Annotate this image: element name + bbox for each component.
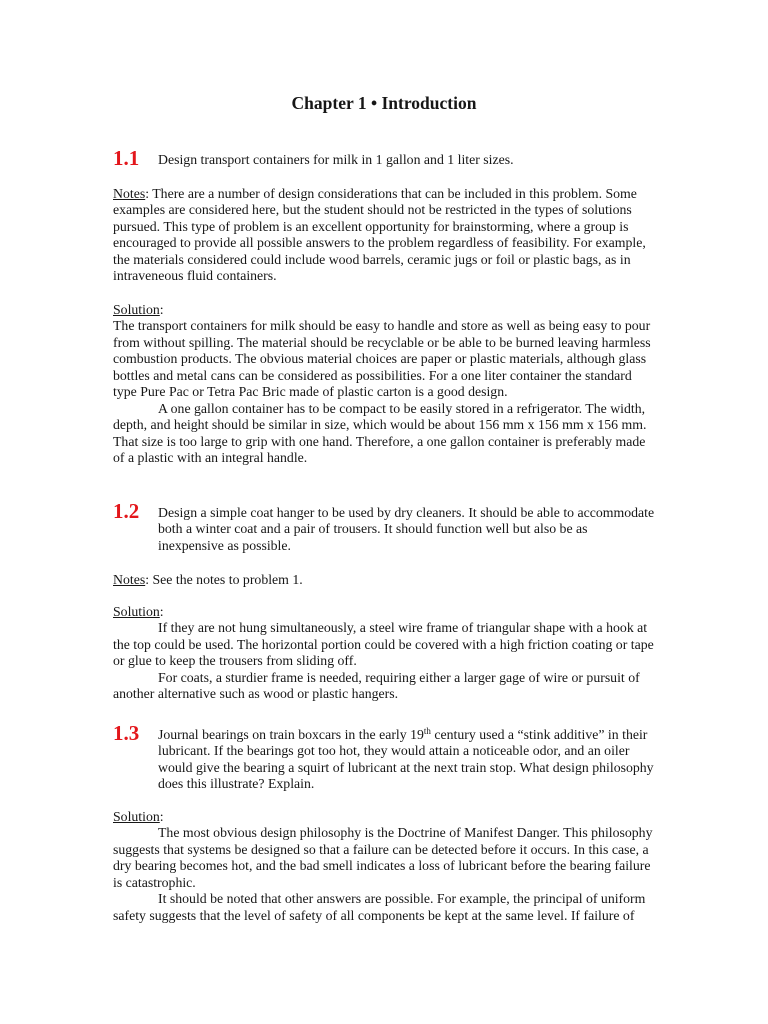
solution-line: the top could be used. The horizontal portion could be covered with a high friction coating or tape (113, 636, 654, 652)
solution-line: suggests that systems be designed so that a failure can be detected before it occurs. In this case, a (113, 841, 649, 857)
solution-line: from without spilling. The material should be recyclable or be able to be burned leaving harmless (113, 334, 651, 350)
solution-line: bottles and metal cans can be considered as possibilities. For a one liter container the standard (113, 367, 632, 383)
solution-line: For coats, a sturdier frame is needed, requiring either a larger gage of wire or pursuit of (158, 669, 640, 685)
problem-number: 1.2 (113, 498, 140, 523)
problem-statement (113, 720, 678, 793)
solution-line: That size is too large to grip with one hand. Therefore, a one gallon container is preferably made (113, 433, 646, 449)
solution-label: Solution (113, 808, 160, 824)
solution-line: The most obvious design philosophy is the Doctrine of Manifest Danger. This philosophy (158, 825, 653, 841)
solution-heading (113, 809, 673, 826)
solution-line: If they are not hung simultaneously, a steel wire frame of triangular shape with a hook at (158, 620, 648, 636)
ordinal-superscript: th (423, 725, 431, 736)
statement-line: Design transport containers for milk in 1 gallon and 1 liter sizes. (158, 151, 514, 167)
notes-line (113, 572, 673, 589)
label-colon: : (145, 571, 150, 587)
notes-label: Notes (113, 571, 146, 587)
notes-line: examples are considered here, but the student should not be restricted in the types of solutions (113, 202, 632, 218)
label-colon: : (159, 808, 164, 824)
problem-statement (113, 498, 678, 555)
problem-number: 1.3 (113, 720, 140, 745)
solution-label: Solution (113, 301, 160, 317)
solution-heading (113, 302, 673, 319)
solution-line: of a plastic with an integral handle. (113, 450, 308, 466)
problem-number: 1.1 (113, 145, 140, 170)
solution-section (113, 604, 673, 703)
page-title: Chapter 1 • Introduction (291, 93, 477, 113)
solution-line: type Pure Pac or Tetra Pac Bric made of plastic carton is a good design. (113, 384, 508, 400)
solution-line: It should be noted that other answers are possible. For example, the principal of uniform (158, 891, 646, 907)
statement-line: inexpensive as possible. (158, 537, 291, 553)
problem-statement (113, 145, 678, 170)
statement-line: does this illustrate? Explain. (158, 776, 315, 792)
notes-section (113, 572, 673, 589)
notes-line: the materials considered could include wood barrels, ceramic jugs or foil or plastic bags, as in (113, 251, 631, 267)
solution-line: dry bearing becomes hot, and the bad smell indicates a loss of lubricant before the bearing failure (113, 858, 651, 874)
statement-text: century used a “stink additive” in their (434, 726, 648, 742)
solution-line: safety suggests that the level of safety of all components be kept at the same level. If failure of (113, 907, 635, 923)
notes-label: Notes (113, 185, 146, 201)
statement-text: Journal bearings on train boxcars in the early 19 (158, 726, 424, 742)
solution-section (113, 809, 673, 925)
statement-line: lubricant. If the bearings got too hot, they would attain a noticeable odor, and an oiler (158, 743, 630, 759)
solution-line: or glue to keep the trousers from sliding off. (113, 653, 357, 669)
solution-line: is catastrophic. (113, 874, 196, 890)
solution-line: depth, and height should be similar in size, which would be about 156 mm x 156 mm x 156 mm. (113, 417, 647, 433)
statement-line: Design a simple coat hanger to be used by dry cleaners. It should be able to accommodate (158, 504, 655, 520)
label-colon: : (159, 603, 164, 619)
notes-text: See the notes to problem 1. (152, 571, 303, 587)
notes-line: intraveneous fluid containers. (113, 268, 277, 284)
notes-line (113, 186, 673, 203)
solution-line: A one gallon container has to be compact to be easily stored in a refrigerator. The width, (158, 400, 646, 416)
statement-line (158, 727, 678, 744)
solution-heading (113, 604, 673, 621)
statement-line: would give the bearing a squirt of lubricant at the next train stop. What design philosophy (158, 759, 654, 775)
solution-line: combustion products. The obvious material choices are paper or plastic materials, although glass (113, 351, 647, 367)
label-colon: : (145, 185, 150, 201)
notes-line: encouraged to provide all possible answers to the problem regardless of feasibility. For example, (113, 235, 646, 251)
solution-label: Solution (113, 603, 160, 619)
notes-line: pursued. This type of problem is an excellent opportunity for brainstorming, where a group is (113, 218, 629, 234)
label-colon: : (159, 301, 164, 317)
statement-line: both a winter coat and a pair of trousers. It should function well but also be as (158, 521, 588, 537)
notes-text: There are a number of design considerations that can be included in this problem. Some (152, 185, 637, 201)
notes-section (113, 186, 673, 285)
solution-line: another alternative such as wood or plastic hangers. (113, 686, 399, 702)
solution-section (113, 302, 673, 467)
solution-line: The transport containers for milk should be easy to handle and store as well as being easy to pour (113, 318, 651, 334)
